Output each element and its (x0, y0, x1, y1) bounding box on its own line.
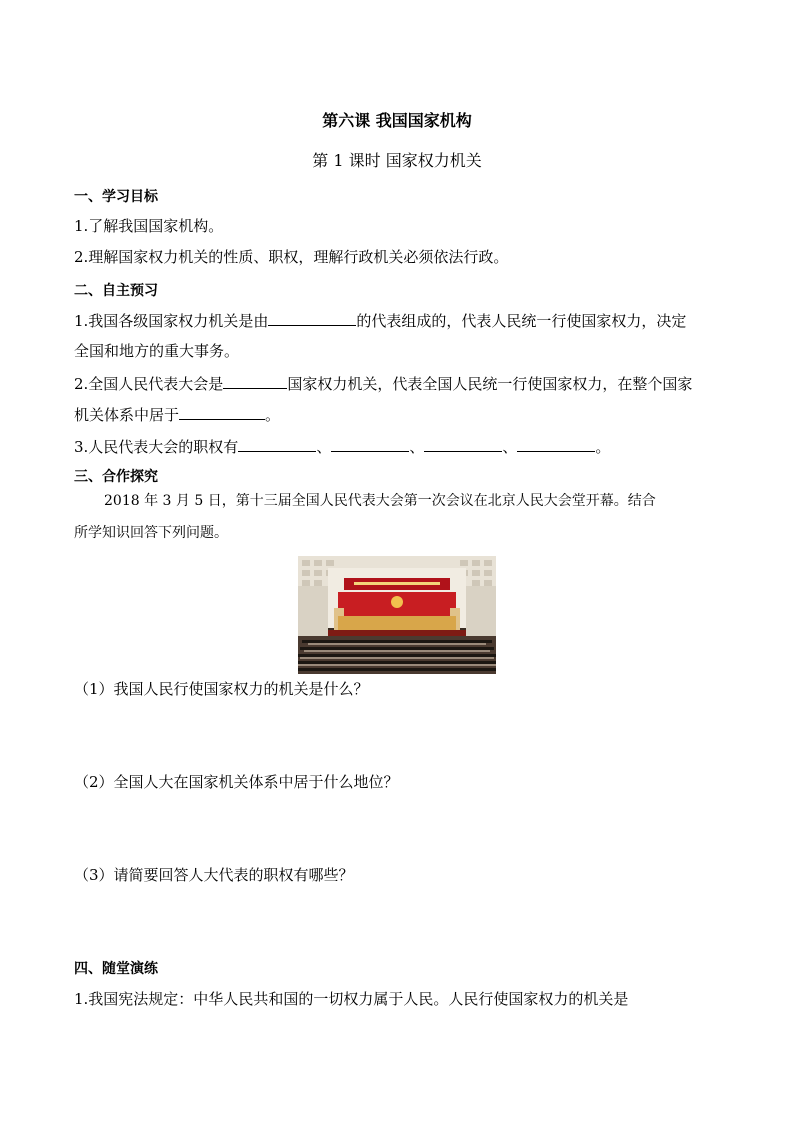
preview-question-2 (74, 372, 724, 395)
section-heading-explore: 三、合作探究 (74, 469, 158, 485)
preview-q2-text-a: 2.全国人民代表大会是 (74, 375, 224, 393)
section-heading-preview: 二、自主预习 (74, 283, 158, 299)
preview-q3-sep-1: 、 (316, 438, 332, 456)
preview-q2-line2-end: 。 (265, 406, 281, 424)
preview-q2-line2-text: 机关体系中居于 (74, 406, 180, 424)
explore-intro-line1: 2018 年 3 月 5 日，第十三届全国人民代表大会第一次会议在北京人民大会堂开幕。结合 (104, 493, 656, 509)
preview-question-1-line2: 全国和地方的重大事务。 (74, 342, 240, 360)
preview-q3-sep-3: 、 (502, 438, 518, 456)
preview-q2-blank-2[interactable] (179, 403, 265, 420)
preview-q3-blank-4[interactable] (517, 435, 595, 452)
practice-question-1: 1.我国宪法规定：中华人民共和国的一切权力属于人民。人民行使国家权力的机关是 (74, 990, 629, 1008)
preview-q1-text-a: 1.我国各级国家权力机关是由 (74, 312, 269, 330)
great-hall-photo (298, 556, 496, 674)
preview-question-3 (74, 435, 724, 458)
preview-q3-sep-2: 、 (409, 438, 425, 456)
preview-q2-text-b: 国家权力机关，代表全国人民统一行使国家权力，在整个国家 (287, 375, 693, 393)
explore-question-3: （3）请简要回答人大代表的职权有哪些？ (74, 866, 354, 884)
preview-q2-blank-1[interactable] (223, 372, 287, 389)
preview-q1-text-b: 的代表组成的，代表人民统一行使国家权力，决定 (356, 312, 687, 330)
section-heading-practice: 四、随堂演练 (74, 961, 158, 977)
lesson-title: 第六课 我国国家机构 (322, 111, 472, 130)
lesson-subtitle: 第 1 课时 国家权力机关 (312, 151, 482, 170)
preview-q3-blank-2[interactable] (331, 435, 409, 452)
section-heading-goals: 一、学习目标 (74, 189, 158, 205)
preview-question-1 (74, 309, 724, 332)
preview-question-2-line2 (74, 403, 724, 426)
preview-q3-blank-3[interactable] (424, 435, 502, 452)
explore-question-1: （1）我国人民行使国家权力的机关是什么？ (74, 680, 369, 698)
goal-item-1: 1.了解我国国家机构。 (74, 217, 224, 235)
preview-q3-blank-1[interactable] (238, 435, 316, 452)
goal-item-2: 2.理解国家权力机关的性质、职权，理解行政机关必须依法行政。 (74, 248, 509, 266)
preview-q3-end: 。 (595, 438, 611, 456)
explore-question-2: （2）全国人大在国家机关体系中居于什么地位？ (74, 773, 399, 791)
preview-q3-text: 3.人民代表大会的职权有 (74, 438, 239, 456)
explore-intro-line2: 所学知识回答下列问题。 (74, 525, 228, 541)
preview-q1-blank[interactable] (268, 309, 356, 326)
